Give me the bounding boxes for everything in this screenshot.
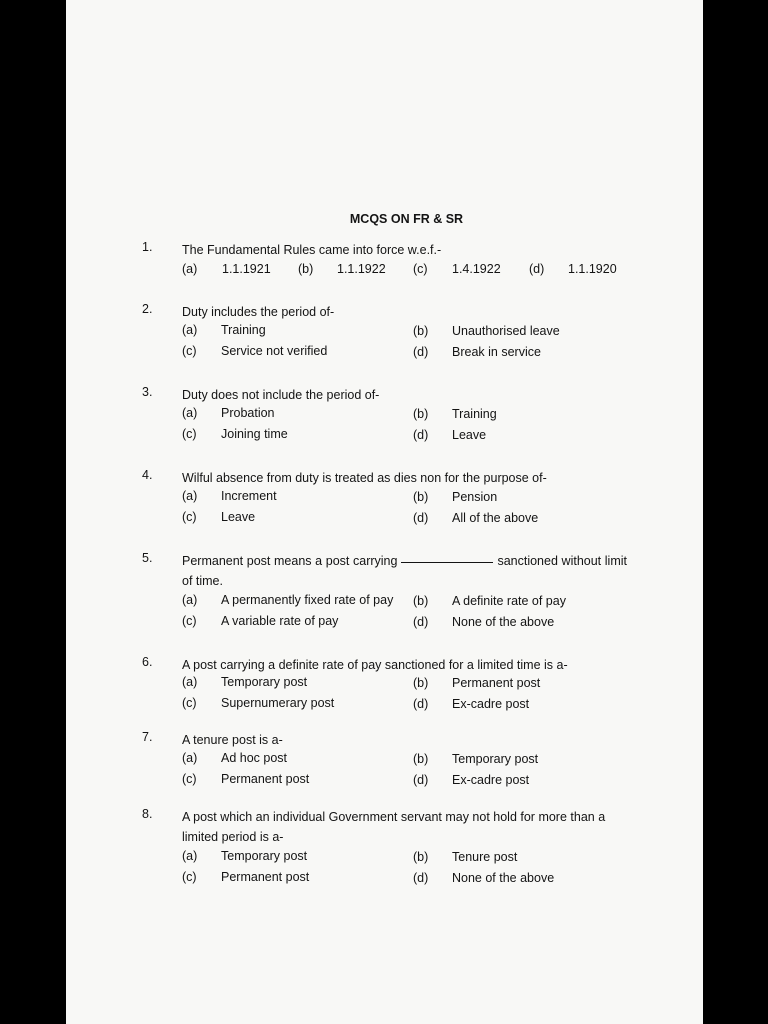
- option-label: (d): [413, 345, 429, 359]
- option-label: (a): [182, 849, 198, 863]
- option-label: (a): [182, 675, 198, 689]
- option-label: (d): [413, 615, 429, 629]
- option-label: (c): [182, 696, 197, 710]
- option-d: [529, 262, 617, 276]
- option-label: (c): [413, 262, 428, 276]
- option-label: (d): [413, 428, 429, 442]
- option-label: (c): [182, 614, 197, 628]
- option-label: (b): [413, 850, 429, 864]
- option-label: (b): [413, 324, 429, 338]
- answer-blank: [401, 562, 493, 563]
- option-text: Permanent post: [452, 676, 541, 690]
- option-label: (d): [413, 511, 429, 525]
- question-text: Duty does not include the period of-: [182, 388, 380, 402]
- question-number: 5.: [142, 551, 153, 565]
- option-label: (d): [529, 262, 545, 276]
- option-text: None of the above: [452, 615, 555, 629]
- option-a: [182, 262, 271, 276]
- option-text: Break in service: [452, 345, 541, 359]
- option-label: (b): [413, 676, 429, 690]
- option-label: (b): [298, 262, 314, 276]
- option-label: (c): [182, 427, 197, 441]
- option-label: (a): [182, 323, 198, 337]
- option-text: Leave: [221, 510, 256, 524]
- option-text: 1.1.1922: [337, 262, 386, 276]
- option-text: A variable rate of pay: [221, 614, 339, 628]
- question-text: A post carrying a definite rate of pay sanctioned for a limited time is a-: [182, 658, 568, 672]
- option-c: [413, 262, 501, 276]
- option-label: (a): [182, 751, 198, 765]
- option-text: Ex-cadre post: [452, 697, 530, 711]
- option-text: Leave: [452, 428, 487, 442]
- option-label: (a): [182, 489, 198, 503]
- question-number: 4.: [142, 468, 153, 482]
- question-number: 6.: [142, 655, 153, 669]
- question-text-after: sanctioned without limit of time.: [182, 554, 627, 588]
- page-title: MCQS ON FR & SR: [349, 212, 464, 226]
- option-text: Joining time: [221, 427, 288, 441]
- option-text: Tenure post: [452, 850, 518, 864]
- option-text: Supernumerary post: [221, 696, 335, 710]
- question-text: A tenure post is a-: [182, 733, 283, 747]
- option-text: Pension: [452, 490, 498, 504]
- option-text: All of the above: [452, 511, 539, 525]
- option-label: (b): [413, 407, 429, 421]
- option-text: Training: [221, 323, 266, 337]
- option-text: Temporary post: [221, 675, 308, 689]
- option-text: Ex-cadre post: [452, 773, 530, 787]
- option-text: Temporary post: [452, 752, 539, 766]
- document-page: [66, 0, 703, 1024]
- option-text: Training: [452, 407, 497, 421]
- option-label: (b): [413, 752, 429, 766]
- question-text-before: Permanent post means a post carrying: [182, 554, 398, 568]
- option-label: (c): [182, 772, 197, 786]
- option-text: Unauthorised leave: [452, 324, 560, 338]
- option-label: (b): [413, 490, 429, 504]
- option-label: (b): [413, 594, 429, 608]
- question-text: Wilful absence from duty is treated as dies non for the purpose of-: [182, 471, 547, 485]
- option-text: Permanent post: [221, 870, 310, 884]
- option-text: 1.4.1922: [452, 262, 501, 276]
- question-text: A post which an individual Government servant may not hold for more than a limited period is a-: [182, 810, 606, 844]
- question-text: Duty includes the period of-: [182, 305, 335, 319]
- option-label: (c): [182, 870, 197, 884]
- question-text: The Fundamental Rules came into force w.e.f.-: [182, 243, 442, 257]
- option-text: A definite rate of pay: [452, 594, 566, 608]
- question-number: 1.: [142, 240, 153, 254]
- option-text: Increment: [221, 489, 277, 503]
- option-label: (d): [413, 697, 429, 711]
- question-number: 8.: [142, 807, 153, 821]
- option-label: (a): [182, 593, 198, 607]
- question-number: 3.: [142, 385, 153, 399]
- option-label: (c): [182, 344, 197, 358]
- option-text: Temporary post: [221, 849, 308, 863]
- option-text: A permanently fixed rate of pay: [221, 593, 394, 607]
- question-number: 7.: [142, 730, 153, 744]
- option-label: (c): [182, 510, 197, 524]
- option-text: Probation: [221, 406, 275, 420]
- option-text: 1.1.1921: [222, 262, 271, 276]
- option-label: (d): [413, 871, 429, 885]
- option-b: [298, 262, 386, 276]
- option-text: Permanent post: [221, 772, 310, 786]
- question-text: [182, 551, 627, 591]
- option-label: (d): [413, 773, 429, 787]
- option-label: (a): [182, 262, 198, 276]
- option-text: None of the above: [452, 871, 555, 885]
- option-text: Service not verified: [221, 344, 328, 358]
- option-text: Ad hoc post: [221, 751, 288, 765]
- question-number: 2.: [142, 302, 153, 316]
- option-text: 1.1.1920: [568, 262, 617, 276]
- option-label: (a): [182, 406, 198, 420]
